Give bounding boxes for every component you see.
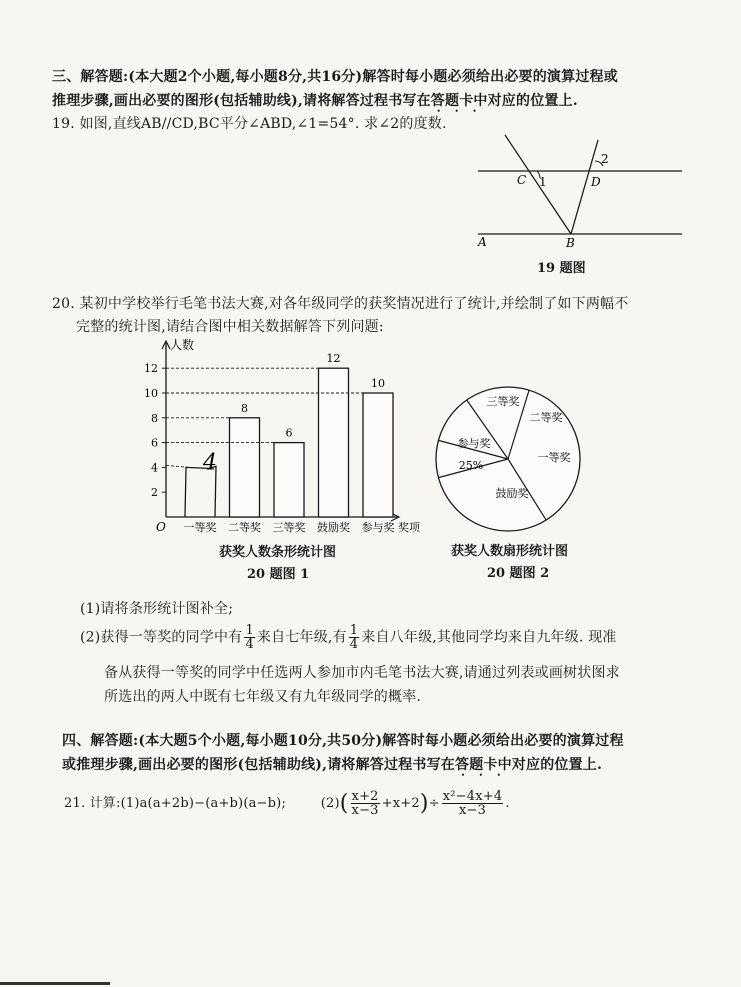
line-bc — [505, 135, 571, 234]
frac-den: 4 — [245, 637, 254, 652]
category-label: 二等奖 — [228, 521, 261, 534]
plus-term: +x+2 — [381, 796, 420, 811]
pie-slice-label: 三等奖 — [486, 395, 520, 408]
pie-slice-label: 鼓励奖 — [495, 487, 529, 500]
label-angle1: 1 — [539, 175, 547, 189]
y-tick-label: 10 — [144, 387, 158, 400]
fraction-one-quarter-2 — [349, 624, 359, 651]
fig1-title: 获奖人数条形统计图 — [219, 545, 337, 560]
bar-value-label: 10 — [371, 377, 385, 390]
f1-den: x−3 — [351, 803, 379, 818]
category-label: 一等奖 — [183, 521, 217, 534]
y-axis-label: 人数 — [170, 338, 195, 352]
section4-heading-cont — [62, 754, 602, 774]
frac-num: 1 — [245, 623, 254, 638]
q20-sub1: (1)请将条形统计图补全; — [80, 601, 234, 617]
y-tick-label: 2 — [151, 486, 158, 500]
fig2-title: 获奖人数扇形统计图 — [451, 544, 569, 559]
pie-slice-label: 一等奖 — [537, 451, 571, 464]
q20-sub2 — [80, 624, 617, 651]
paren-close: ) — [419, 791, 429, 816]
f1-num: x+2 — [351, 789, 379, 804]
section3-heading-part: 推理步骤,画出必要的图形(包括辅助线),请将解答过程书写在 — [52, 93, 431, 109]
y-tick-label: 6 — [151, 436, 158, 450]
bar-3 — [319, 368, 349, 517]
pie-slice-pct: 25% — [458, 459, 484, 472]
frac-den-2: 4 — [349, 637, 359, 652]
bar-1 — [230, 418, 260, 517]
q19-figure — [470, 130, 685, 275]
fraction-one-quarter — [244, 624, 254, 651]
label-b: B — [566, 236, 575, 250]
y-tick-label: 8 — [151, 411, 158, 425]
origin-label: O — [156, 520, 166, 534]
section4-heading-part: 或推理步骤,画出必要的图形(包括辅助线),请将解答过程书写在 — [62, 757, 455, 773]
q21 — [64, 790, 510, 817]
handwritten-value: 4 — [203, 450, 217, 476]
q20-text-2: 完整的统计图,请结合图中相关数据解答下列问题: — [76, 319, 384, 335]
label-d: D — [591, 175, 601, 189]
bar-value-label: 8 — [241, 401, 248, 415]
category-label: 鼓励奖 — [317, 521, 350, 534]
section3-heading-end: 中对应的位置上. — [473, 93, 578, 109]
y-tick-label: 4 — [151, 461, 158, 475]
q21-part1: 21. 计算:(1)a(a+2b)−(a+b)(a−b); — [64, 796, 287, 811]
bottom-edge-mark — [0, 982, 110, 985]
category-label: 三等奖 — [272, 521, 306, 534]
label-a: A — [478, 235, 487, 249]
bar-4 — [363, 393, 393, 517]
pie-chart — [428, 380, 588, 540]
label-angle2: 2 — [601, 152, 609, 166]
answer-card-emphasis: 答题卡 • • • — [431, 93, 474, 109]
pie-slice-label: 二等奖 — [529, 411, 563, 424]
q20-sub2-part-b: 来自七年级,有 — [256, 629, 347, 646]
answer-card-emphasis-2: 答题卡 • • • — [455, 757, 498, 773]
section4-heading-end: 中对应的位置上. — [497, 757, 603, 773]
q20-sub2-part-a: (2)获得一等奖的同学中有 — [80, 629, 243, 646]
q19-text: 19. 如图,直线AB//CD,BC平分∠ABD,∠1=54°. 求∠2的度数. — [52, 116, 447, 132]
fraction-x-plus-2 — [351, 790, 380, 817]
fig1-caption: 20 题图 1 — [247, 567, 310, 582]
f2-den: x−3 — [458, 803, 487, 818]
x-axis-label: 奖项 — [398, 521, 420, 534]
section3-heading-cont — [52, 90, 578, 110]
bar-value-label: 6 — [285, 426, 293, 440]
frac-num-2: 1 — [349, 623, 359, 638]
fraction-quadratic — [442, 790, 504, 817]
f2-num: x²−4x+4 — [442, 789, 503, 804]
section4-heading: 四、解答题:(本大题5个小题,每小题10分,共50分)解答时每小题必须给出必要的演算过程 — [62, 733, 624, 749]
bar-2 — [274, 443, 304, 517]
divide-sign: ÷ — [428, 796, 440, 811]
label-c: C — [517, 173, 527, 187]
q20-text-1: 20. 某初中学校举行毛笔书法大赛,对各年级同学的获奖情况进行了统计,并绘制了如下两幅不 — [52, 296, 629, 312]
q20-sub2-line3: 所选出的两人中既有七年级又有九年级同学的概率. — [104, 689, 422, 705]
q21-part2-label: (2) — [320, 796, 340, 811]
category-label: 参与奖 — [361, 521, 395, 534]
bar-value-label: 12 — [326, 352, 341, 366]
fig2-caption: 20 题图 2 — [487, 566, 550, 581]
q20-sub2-line2: 备从获得一等奖的同学中任选两人参加市内毛笔书法大赛,请通过列表或画树状图求 — [104, 665, 620, 681]
paren-open: ( — [339, 791, 349, 816]
q21-end: . — [505, 796, 510, 811]
bar-chart — [140, 333, 440, 538]
y-tick-label: 12 — [144, 362, 158, 376]
q19-caption: 19 题图 — [537, 261, 586, 276]
q20-sub2-part-c: 来自八年级,其他同学均来自九年级. 现准 — [361, 629, 617, 646]
section3-heading: 三、解答题:(本大题2个小题,每小题8分,共16分)解答时每小题必须给出必要的演算过程或 — [52, 69, 618, 85]
pie-slice-label: 参与奖 — [457, 437, 491, 450]
